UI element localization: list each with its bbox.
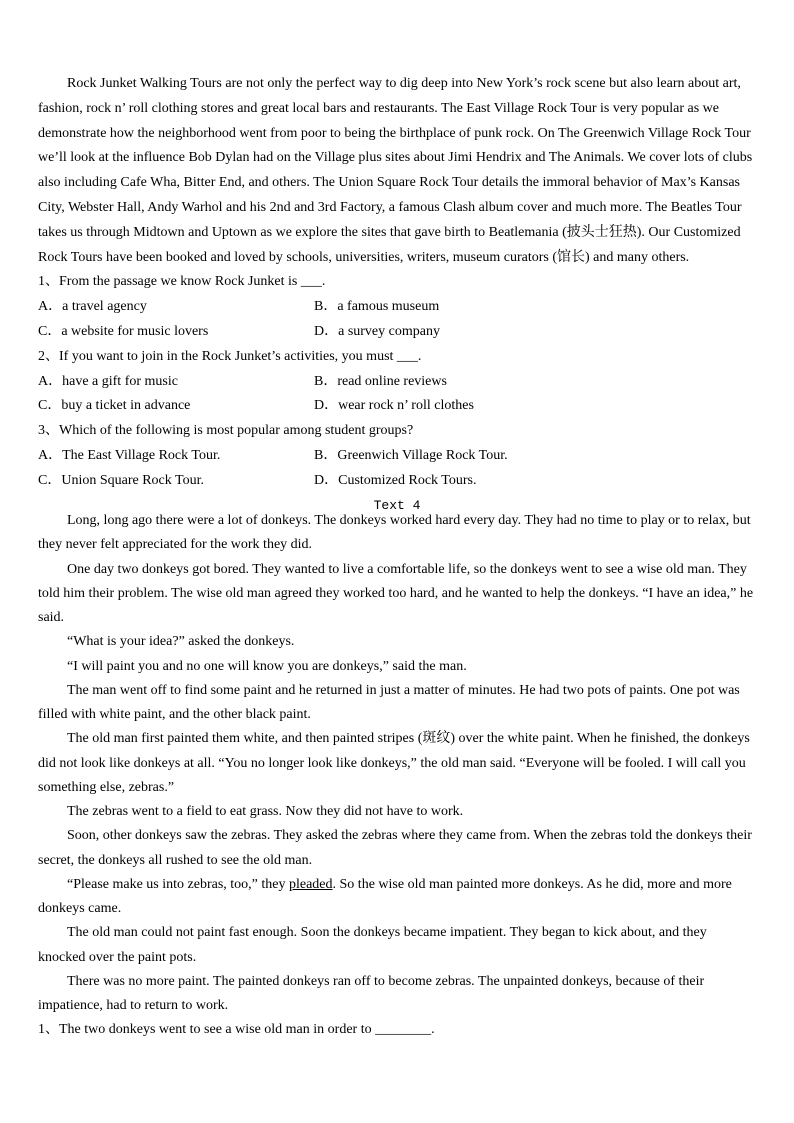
question-1: 1、The two donkeys went to see a wise old man in order to ________. [38, 1022, 435, 1038]
option-a: A．have a gift for music [38, 373, 178, 389]
passage-section [38, 72, 768, 494]
passage-line: Rock Junket Walking Tours are not only the perfect way to dig deep into New York’s rock scene but also learn about art, [67, 76, 741, 91]
options-row [38, 394, 768, 419]
option-a: A．a travel agency [38, 299, 147, 315]
story-line: something else, zebras.” [38, 779, 175, 795]
story-line: told him their problem. The wise old man agreed they worked too hard, and he wanted to help the donkeys. “I have an idea,” he [38, 585, 754, 601]
story-line: impatience, had to return to work. [38, 998, 229, 1013]
passage-line: also including Cafe Wha, Bitter End, and others. The Union Square Rock Tour details the immoral behavior of Max’s Kansas [38, 175, 740, 191]
story-line: they never felt appreciated for the work they did. [38, 537, 313, 553]
passage-line: fashion, rock n’ roll clothing stores and great local bars and restaurants. The East Village Rock Tour is very popular as we [38, 100, 720, 116]
story-line: There was no more paint. The painted donkeys ran off to become zebras. The unpainted donkeys, because of their [67, 973, 705, 989]
option-a: A．The East Village Rock Tour. [38, 447, 221, 463]
passage-line: takes us through Midtown and Uptown as we explore the sites that gave birth to Beatlemania (披头士狂热). Our Customized [38, 224, 741, 240]
option-c: C．buy a ticket in advance [38, 398, 191, 414]
passage-line: we’ll look at the influence Bob Dylan had on the Village plus sites about Jimi Hendrix and The Animals. We cover lots of clubs [38, 150, 753, 166]
option-d: D．Customized Rock Tours. [314, 472, 477, 488]
options-row [38, 469, 768, 494]
options-row [38, 295, 768, 320]
options-row [38, 444, 768, 469]
passage-line: demonstrate how the neighborhood went from poor to being the birthplace of punk rock. On The Greenwich Village Rock Tour [38, 125, 751, 141]
question-2: 2、If you want to join in the Rock Junket’s activities, you must ___. [38, 348, 422, 364]
story-line: The man went off to find some paint and he returned in just a matter of minutes. He had two pots of paints. One pot was [67, 682, 740, 698]
story-line: “I will paint you and no one will know you are donkeys,” said the man. [67, 658, 467, 674]
passage-line: City, Webster Hall, Andy Warhol and his 2nd and 3rd Factory, a famous Clash album cover and much more. The Beatles Tour [38, 199, 742, 215]
story-text: “Please make us into zebras, too,” they [67, 876, 289, 892]
story-text: . So the wise old man painted more donkeys. As he did, more and more [332, 876, 732, 892]
story-line: One day two donkeys got bored. They wanted to live a comfortable life, so the donkeys went to see a wise old man. They [67, 561, 747, 577]
option-b: B．a famous museum [314, 299, 440, 315]
story-line: The old man could not paint fast enough. Soon the donkeys became impatient. They began to kick about, and they [67, 925, 707, 941]
question-1: 1、From the passage we know Rock Junket is ___. [38, 274, 326, 290]
passage-line: Rock Tours have been booked and loved by schools, universities, writers, museum curators (馆长) and many others. [38, 249, 690, 265]
options-row [38, 320, 768, 345]
question-3: 3、Which of the following is most popular among student groups? [38, 423, 414, 439]
option-c: C．a website for music lovers [38, 323, 209, 339]
option-b: B．Greenwich Village Rock Tour. [314, 447, 508, 463]
story-line: The zebras went to a field to eat grass. Now they did not have to work. [67, 804, 464, 819]
story-line: knocked over the paint pots. [38, 949, 197, 965]
underlined-word: pleaded [288, 876, 333, 892]
story-line: filled with white paint, and the other black paint. [38, 707, 311, 722]
story-line: Long, long ago there were a lot of donkeys. The donkeys worked hard every day. They had no time to play or to relax, but [67, 513, 751, 528]
story-line: Soon, other donkeys saw the zebras. They asked the zebras where they came from. When the zebras told the donkeys their [67, 828, 752, 844]
story-line [38, 873, 768, 897]
story-line: did not look like donkeys at all. “You no longer look like donkeys,” the old man said. “Everyone will be fooled. I will call you [38, 755, 746, 771]
story-line: said. [38, 610, 65, 625]
story-line: secret, the donkeys all rushed to see the old man. [38, 852, 313, 868]
story-line: “What is your idea?” asked the donkeys. [67, 634, 295, 650]
option-b: B．read online reviews [314, 373, 447, 389]
options-row [38, 370, 768, 395]
option-c: C．Union Square Rock Tour. [38, 472, 204, 488]
section-heading: Text 4 [373, 498, 421, 513]
option-d: D．a survey company [314, 323, 440, 339]
option-d: D．wear rock n’ roll clothes [314, 398, 474, 414]
story-line: The old man first painted them white, and then painted stripes (斑纹) over the white paint. When he finished, the donkeys [67, 731, 750, 747]
story-line: donkeys came. [38, 901, 122, 916]
text4-section [38, 509, 768, 1043]
